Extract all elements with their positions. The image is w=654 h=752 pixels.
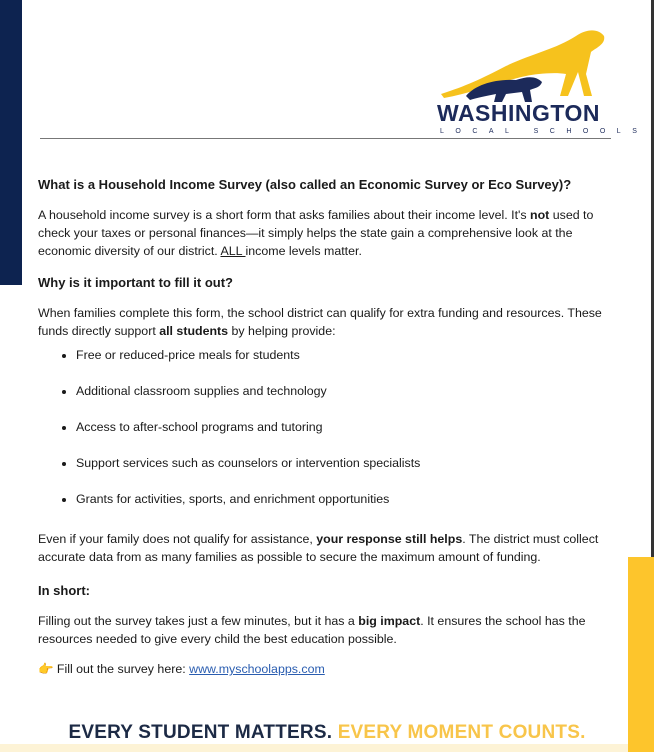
text: . It ensures the school has the resources needed to give every child the best education possible. [38, 614, 586, 646]
text: by helping provide: [228, 324, 336, 338]
text: A household income survey is a short form that asks families about their income level. It's [38, 208, 531, 222]
navy-accent-bar [0, 0, 22, 285]
slogan-part-2: EVERY MOMENT COUNTS. [337, 722, 586, 743]
list-item: • Grants for activities, sports, and enrichment opportunities [76, 490, 618, 508]
paragraph-what-is [38, 206, 618, 260]
paragraph-why [38, 304, 618, 340]
logo-wordmark: WASHINGTON [437, 100, 601, 126]
slogan-part-1: EVERY STUDENT MATTERS. [68, 722, 333, 743]
text: When families complete this form, the school district can qualify for extra funding and resources. These funds directly support [38, 306, 602, 338]
header-divider [40, 138, 611, 139]
benefits-list [38, 346, 618, 508]
panther-logo-icon [436, 24, 606, 104]
text-underline: ALL [220, 244, 246, 258]
heading-why: Why is it important to fill it out? [38, 275, 233, 290]
survey-link[interactable]: www.myschoolapps.com [189, 662, 325, 676]
text: Even if your family does not qualify for assistance, [38, 532, 317, 546]
paragraph-in-short [38, 612, 618, 648]
survey-cta [38, 660, 618, 678]
text: Filling out the survey takes just a few minutes, but it has a [38, 614, 359, 628]
text-bold: big impact [358, 614, 421, 628]
heading-in-short: In short: [38, 583, 90, 598]
logo-subtitle: LOCAL SCHOOLS [440, 128, 649, 135]
footer-slogan [0, 722, 654, 744]
list-item: • Access to after-school programs and tutoring [76, 418, 618, 436]
paragraph-still-helps [38, 530, 618, 566]
heading-what-is: What is a Household Income Survey (also called an Economic Survey or Eco Survey)? [38, 177, 572, 192]
text: income levels matter. [245, 244, 362, 258]
text-bold: your response still helps [316, 532, 463, 546]
pointing-hand-icon: 👉 [38, 662, 54, 676]
text-bold: not [530, 208, 550, 222]
text: used to check your taxes or personal finances—it simply helps the state gain a comprehensive look at the economic diversity of our district. [38, 208, 594, 258]
text-bold: all students [159, 324, 229, 338]
text: . The district must collect accurate data from as many families as possible to secure the maximum amount of funding. [38, 532, 599, 564]
document-body [38, 176, 618, 688]
list-item: • Additional classroom supplies and technology [76, 382, 618, 400]
cta-label: Fill out the survey here: [56, 662, 190, 676]
list-item: • Free or reduced-price meals for students [76, 346, 618, 364]
list-item: • Support services such as counselors or intervention specialists [76, 454, 618, 472]
bottom-band [0, 744, 628, 752]
